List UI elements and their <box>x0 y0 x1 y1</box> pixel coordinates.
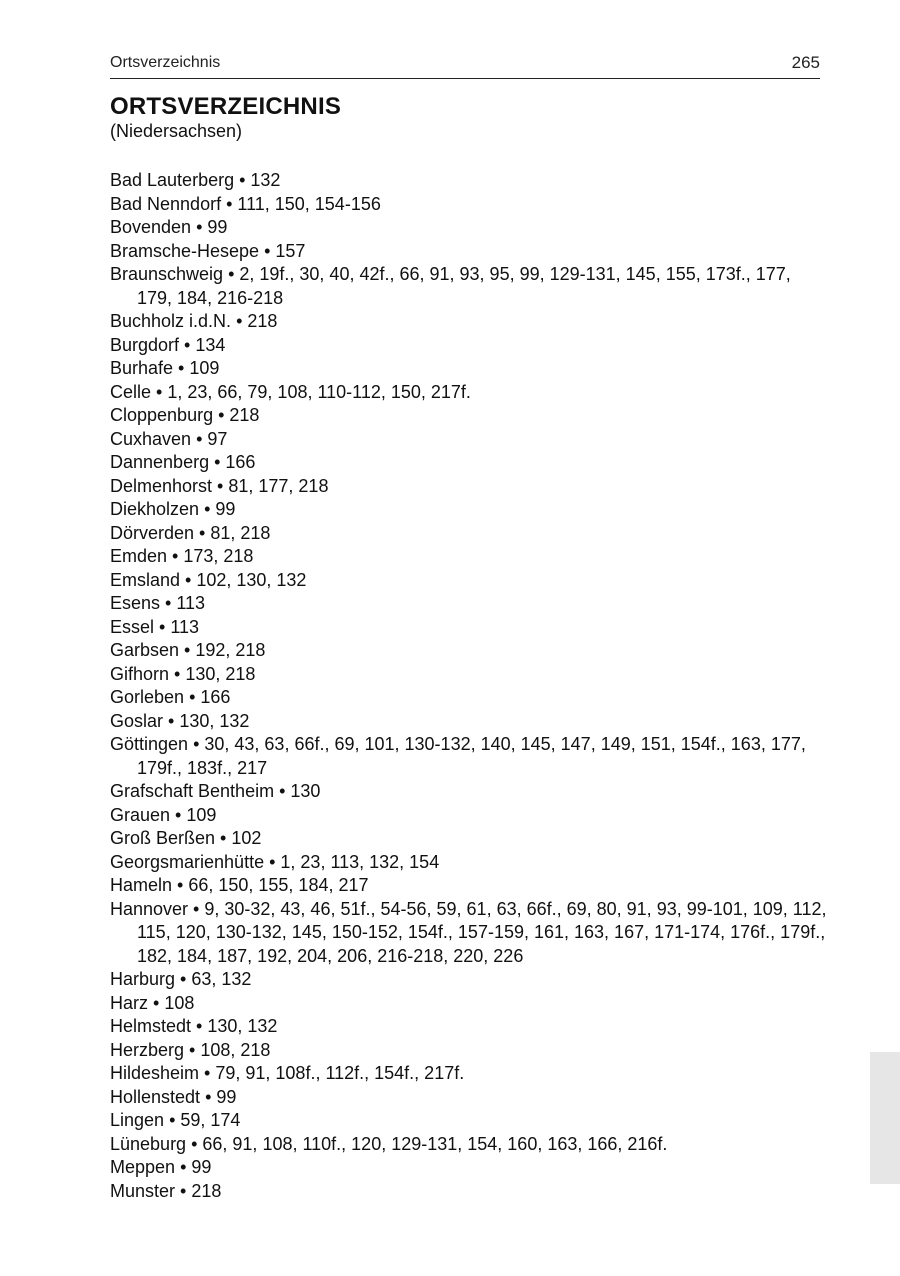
index-entry <box>110 686 830 710</box>
entry-separator: • <box>204 1063 211 1083</box>
index-entry <box>110 498 830 522</box>
entry-pages: 130, 132 <box>207 1016 278 1036</box>
index-entry <box>110 663 830 687</box>
entry-pages: 102, 130, 132 <box>196 569 307 590</box>
entry-separator: • <box>191 1133 198 1154</box>
entry-pages: 173, 218 <box>183 546 254 566</box>
index-entry <box>110 780 830 804</box>
entry-place: Harburg <box>110 969 176 989</box>
entry-separator: • <box>205 1086 212 1107</box>
entry-pages: 99 <box>215 499 236 519</box>
header-section-title: Ortsverzeichnis <box>110 54 221 71</box>
index-entry <box>110 1086 830 1110</box>
entry-pages: 63, 132 <box>191 969 252 989</box>
entry-pages: 109 <box>189 358 220 378</box>
entry-pages: 30, 43, 63, 66f., 69, 101, 130-132, 140, 145, 147, 149, 151, 154f., 163, 177, 179f., 183f., 217 <box>137 734 806 778</box>
index-entry <box>110 569 830 593</box>
entry-separator: • <box>217 475 224 496</box>
entry-pages: 97 <box>207 428 228 449</box>
index-entry <box>110 804 830 828</box>
index-entry <box>110 968 830 992</box>
entry-pages: 192, 218 <box>195 640 266 660</box>
page-number: 265 <box>791 53 820 72</box>
entry-separator: • <box>189 1039 196 1060</box>
entry-place: Herzberg <box>110 1039 185 1060</box>
entry-separator: • <box>180 969 187 989</box>
entry-place: Emden <box>110 546 168 566</box>
entry-separator: • <box>178 358 185 378</box>
index-entry <box>110 357 830 381</box>
entry-separator: • <box>196 1016 203 1036</box>
entry-place: Emsland <box>110 569 181 590</box>
entry-place: Bad Nenndorf <box>110 193 222 214</box>
index-entry <box>110 169 830 193</box>
entry-separator: • <box>185 569 192 590</box>
entry-separator: • <box>172 546 179 566</box>
entry-place: Lingen <box>110 1110 165 1130</box>
entry-pages: 79, 91, 108f., 112f., 154f., 217f. <box>215 1063 465 1083</box>
entry-separator: • <box>175 804 182 825</box>
entry-place: Garbsen <box>110 640 180 660</box>
entry-place: Burhafe <box>110 358 174 378</box>
entry-place: Dörverden <box>110 522 195 543</box>
index-entry <box>110 475 830 499</box>
entry-place: Delmenhorst <box>110 475 213 496</box>
index-entry <box>110 1062 830 1086</box>
entry-pages: 157 <box>275 240 306 261</box>
entry-place: Meppen <box>110 1157 176 1177</box>
index-entry <box>110 592 830 616</box>
entry-place: Hameln <box>110 875 173 895</box>
index-entry <box>110 263 830 310</box>
page-subtitle: (Niedersachsen) <box>110 121 243 141</box>
entry-place: Burgdorf <box>110 334 180 355</box>
entry-pages: 218 <box>191 1180 222 1201</box>
index-entry <box>110 827 830 851</box>
entry-separator: • <box>279 781 286 801</box>
entry-place: Esens <box>110 593 161 613</box>
index-entry <box>110 381 830 405</box>
index-entry <box>110 898 830 969</box>
entry-separator: • <box>180 1180 187 1201</box>
entry-place: Grafschaft Bentheim <box>110 781 275 801</box>
entry-pages: 130, 132 <box>179 710 250 731</box>
index-entry <box>110 216 830 240</box>
entry-separator: • <box>239 170 246 190</box>
entry-pages: 218 <box>229 405 260 425</box>
index-entry <box>110 992 830 1016</box>
index-entry <box>110 334 830 358</box>
entry-place: Hildesheim <box>110 1063 200 1083</box>
entry-place: Gifhorn <box>110 663 170 684</box>
entry-separator: • <box>196 428 203 449</box>
entry-place: Cuxhaven <box>110 428 192 449</box>
index-entry <box>110 451 830 475</box>
index-entry <box>110 851 830 875</box>
entry-pages: 99 <box>207 217 228 237</box>
entry-place: Lüneburg <box>110 1133 187 1154</box>
index-entry <box>110 733 830 780</box>
index-entry <box>110 522 830 546</box>
entry-place: Bramsche-Hesepe <box>110 240 260 261</box>
entry-pages: 166 <box>225 452 256 472</box>
entry-separator: • <box>184 334 191 355</box>
entry-place: Hannover <box>110 898 189 919</box>
entry-pages: 108, 218 <box>200 1039 271 1060</box>
entry-pages: 1, 23, 113, 132, 154 <box>280 851 440 872</box>
entry-separator: • <box>193 734 200 754</box>
entry-place: Munster <box>110 1180 176 1201</box>
entry-separator: • <box>214 452 221 472</box>
index-entry <box>110 428 830 452</box>
entry-separator: • <box>204 499 211 519</box>
index-entry <box>110 710 830 734</box>
entry-pages: 113 <box>176 593 206 613</box>
entry-pages: 99 <box>216 1086 237 1107</box>
entry-separator: • <box>168 710 175 731</box>
entry-place: Diekholzen <box>110 499 200 519</box>
entry-place: Gorleben <box>110 687 185 707</box>
entry-pages: 9, 30-32, 43, 46, 51f., 54-56, 59, 61, 63, 66f., 69, 80, 91, 93, 99-101, 109, 112, 115, 120, 130-132, 145, 150-152, 154f., 157-159, 161, 163, 167, 171-174, 176f., 179f., 182, 184, 187, 192, 204, 206, 216-218, 220, 226 <box>137 898 827 966</box>
entry-pages: 132 <box>250 170 281 190</box>
entry-place: Groß Berßen <box>110 828 216 848</box>
entry-separator: • <box>159 616 166 637</box>
entry-separator: • <box>156 381 163 402</box>
index-entry <box>110 1133 830 1157</box>
page-title: ORTSVERZEICHNIS <box>110 93 342 120</box>
index-entry <box>110 1180 830 1204</box>
index-entry <box>110 616 830 640</box>
entry-separator: • <box>220 828 227 848</box>
entry-place: Helmstedt <box>110 1016 192 1036</box>
index-entry <box>110 404 830 428</box>
entry-pages: 81, 218 <box>210 522 271 543</box>
index-entry <box>110 1109 830 1133</box>
entry-pages: 99 <box>191 1157 212 1177</box>
entry-place: Bovenden <box>110 217 192 237</box>
entry-separator: • <box>153 992 160 1013</box>
entry-pages: 102 <box>231 828 262 848</box>
thumb-index-tab <box>870 1052 900 1184</box>
index-entry <box>110 1039 830 1063</box>
entry-separator: • <box>228 264 235 284</box>
entry-place: Bad Lauterberg <box>110 170 235 190</box>
entry-place: Braunschweig <box>110 264 224 284</box>
place-index-list <box>110 169 830 1203</box>
entry-pages: 66, 150, 155, 184, 217 <box>188 875 369 895</box>
entry-place: Hollenstedt <box>110 1086 201 1107</box>
entry-separator: • <box>189 687 196 707</box>
entry-place: Georgsmarienhütte <box>110 851 265 872</box>
index-entry <box>110 193 830 217</box>
index-entry <box>110 545 830 569</box>
entry-place: Buchholz i.d.N. <box>110 311 232 331</box>
index-entry <box>110 874 830 898</box>
entry-separator: • <box>165 593 172 613</box>
entry-place: Cloppenburg <box>110 405 214 425</box>
entry-separator: • <box>196 217 203 237</box>
entry-separator: • <box>264 240 271 261</box>
entry-pages: 59, 174 <box>180 1110 241 1130</box>
entry-place: Harz <box>110 992 149 1013</box>
entry-separator: • <box>177 875 184 895</box>
index-entry <box>110 240 830 264</box>
index-entry <box>110 639 830 663</box>
entry-pages: 130, 218 <box>185 663 256 684</box>
entry-pages: 111, 150, 154-156 <box>237 193 381 214</box>
entry-place: Goslar <box>110 710 164 731</box>
entry-pages: 218 <box>247 311 278 331</box>
entry-separator: • <box>199 522 206 543</box>
index-entry <box>110 310 830 334</box>
entry-separator: • <box>184 640 191 660</box>
entry-separator: • <box>193 898 200 919</box>
running-header <box>110 52 820 79</box>
entry-place: Essel <box>110 616 155 637</box>
entry-separator: • <box>269 851 276 872</box>
entry-separator: • <box>169 1110 176 1130</box>
entry-place: Celle <box>110 381 152 402</box>
entry-separator: • <box>226 193 233 214</box>
entry-separator: • <box>218 405 225 425</box>
entry-place: Göttingen <box>110 734 189 754</box>
index-entry <box>110 1015 830 1039</box>
entry-separator: • <box>180 1157 187 1177</box>
entry-pages: 108 <box>164 992 195 1013</box>
entry-pages: 2, 19f., 30, 40, 42f., 66, 91, 93, 95, 99, 129-131, 145, 155, 173f., 177, 179, 184, 216-218 <box>137 264 791 308</box>
entry-pages: 166 <box>200 687 231 707</box>
entry-pages: 66, 91, 108, 110f., 120, 129-131, 154, 160, 163, 166, 216f. <box>202 1133 668 1154</box>
entry-pages: 130 <box>290 781 321 801</box>
entry-separator: • <box>174 663 181 684</box>
entry-pages: 134 <box>195 334 226 355</box>
entry-pages: 81, 177, 218 <box>228 475 329 496</box>
entry-pages: 113 <box>170 616 200 637</box>
entry-place: Grauen <box>110 804 171 825</box>
entry-place: Dannenberg <box>110 452 210 472</box>
entry-pages: 1, 23, 66, 79, 108, 110-112, 150, 217f. <box>167 381 471 402</box>
index-entry <box>110 1156 830 1180</box>
entry-separator: • <box>236 311 243 331</box>
entry-pages: 109 <box>186 804 217 825</box>
